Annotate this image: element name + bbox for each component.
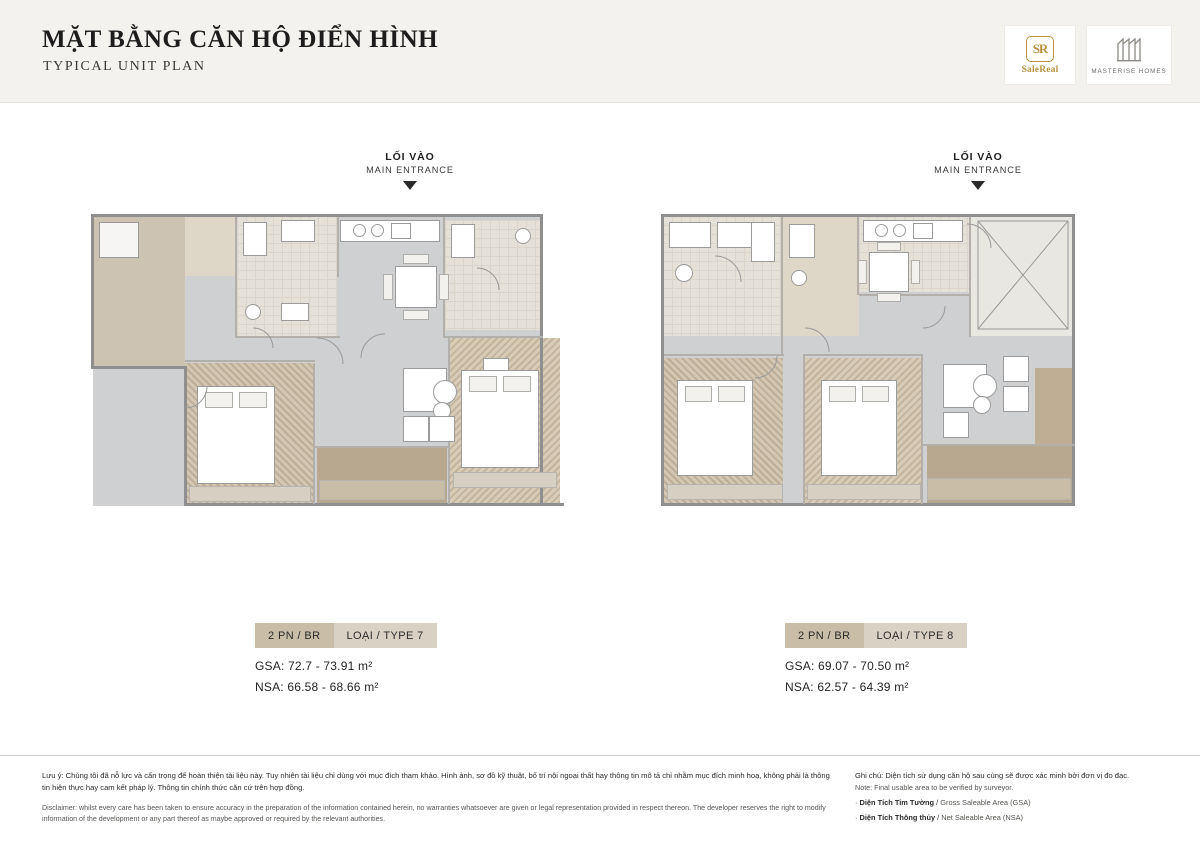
footer-note-vi: Ghi chú: Diện tích sử dụng căn hộ sau cùng sẽ được xác minh bởi đơn vị đo đạc. [855, 771, 1130, 780]
page-header [0, 0, 1200, 103]
entrance-label-en: MAIN ENTRANCE [934, 165, 1022, 175]
legend-type7 [255, 623, 437, 694]
floorplan-type7 [85, 208, 580, 603]
badge-type-type7: LOẠI / TYPE 7 [334, 623, 437, 648]
masterise-logo-text: MASTERISE HOMES [1091, 67, 1167, 75]
gsa-value-type8: GSA: 69.07 - 70.50 m² [785, 659, 910, 673]
footer-note-item-gsa: · Diện Tích Tim Tường / Gross Saleable Area (GSA) [855, 798, 1031, 808]
badge-bedrooms-type7: 2 PN / BR [255, 623, 334, 648]
footer-disclaimer [42, 770, 832, 825]
footer-note-item-nsa: · Diện Tích Thông thủy / Net Saleable Area (NSA) [855, 813, 1024, 823]
door-swings-type8 [655, 208, 1095, 603]
bullet-icon: · [855, 798, 858, 808]
footer-disclaimer-vi: Lưu ý: Chúng tôi đã nỗ lực và cẩn trọng để hoàn thiện tài liệu này. Tuy nhiên tài liệu chỉ dùng với mục đích tham khảo. Hình ảnh, sơ đồ kỹ thuật, bố trí nội ngoại thất hay thông tin mô tả chỉ nhằm mục đích minh hoạ, không phải là thông tin hiện thực hay cam kết pháp lý. Thông tin chính thức căn cứ trên hợp đồng. [42, 771, 830, 792]
badge-bedrooms-type8: 2 PN / BR [785, 623, 864, 648]
footer-note-en: Note: Final usable area to be verified by surveyor. [855, 783, 1014, 793]
page-title: MẶT BẰNG CĂN HỘ ĐIỂN HÌNH [42, 26, 439, 53]
entrance-label-type8 [913, 151, 1043, 190]
footer-note-item-gsa-en: Gross Saleable Area (GSA) [940, 798, 1031, 808]
salereal-mark-icon: SR [1026, 36, 1054, 62]
legend-tags-type7 [255, 623, 437, 648]
footer-note-item-nsa-en: Net Saleable Area (NSA) [941, 813, 1024, 823]
entrance-arrow-icon [971, 181, 985, 190]
masterise-crown-icon [1114, 36, 1144, 64]
footer-disclaimer-en: Disclaimer: whilst every care has been taken to ensure accuracy in the preparation of the information contained herein, no warranties whatsoever are given or legal representation provided in respect thereon. The developer reserves the right to modify information of the development or any part thereof as maybe approved or required by the relevant authorities. [42, 803, 826, 823]
nsa-value-type7: NSA: 66.58 - 68.66 m² [255, 680, 379, 694]
entrance-label-vi: LỐI VÀO [953, 151, 1003, 163]
entrance-label-en: MAIN ENTRANCE [366, 165, 454, 175]
footer-note-item-nsa-vi: Diện Tích Thông thủy [859, 813, 936, 823]
salereal-logo [1004, 25, 1076, 85]
page-footer [0, 755, 1200, 848]
floorplan-type8 [655, 208, 1095, 603]
entrance-label-vi: LỐI VÀO [385, 151, 435, 163]
footer-note [855, 770, 1165, 824]
badge-type-type8: LOẠI / TYPE 8 [864, 623, 967, 648]
masterise-homes-logo [1086, 25, 1172, 85]
entrance-arrow-icon [403, 181, 417, 190]
entrance-label-type7 [345, 151, 475, 190]
floorplan-area [0, 103, 1200, 733]
legend-type8 [785, 623, 967, 694]
page-subtitle: TYPICAL UNIT PLAN [43, 59, 206, 74]
gsa-value-type7: GSA: 72.7 - 73.91 m² [255, 659, 373, 673]
footer-note-item-gsa-vi: Diện Tích Tim Tường [859, 798, 935, 808]
salereal-logo-text: SaleReal [1021, 64, 1059, 75]
bullet-icon: · [855, 813, 858, 823]
door-swings-type7 [85, 208, 580, 603]
nsa-value-type8: NSA: 62.57 - 64.39 m² [785, 680, 909, 694]
logo-group [1004, 25, 1172, 85]
legend-tags-type8 [785, 623, 967, 648]
